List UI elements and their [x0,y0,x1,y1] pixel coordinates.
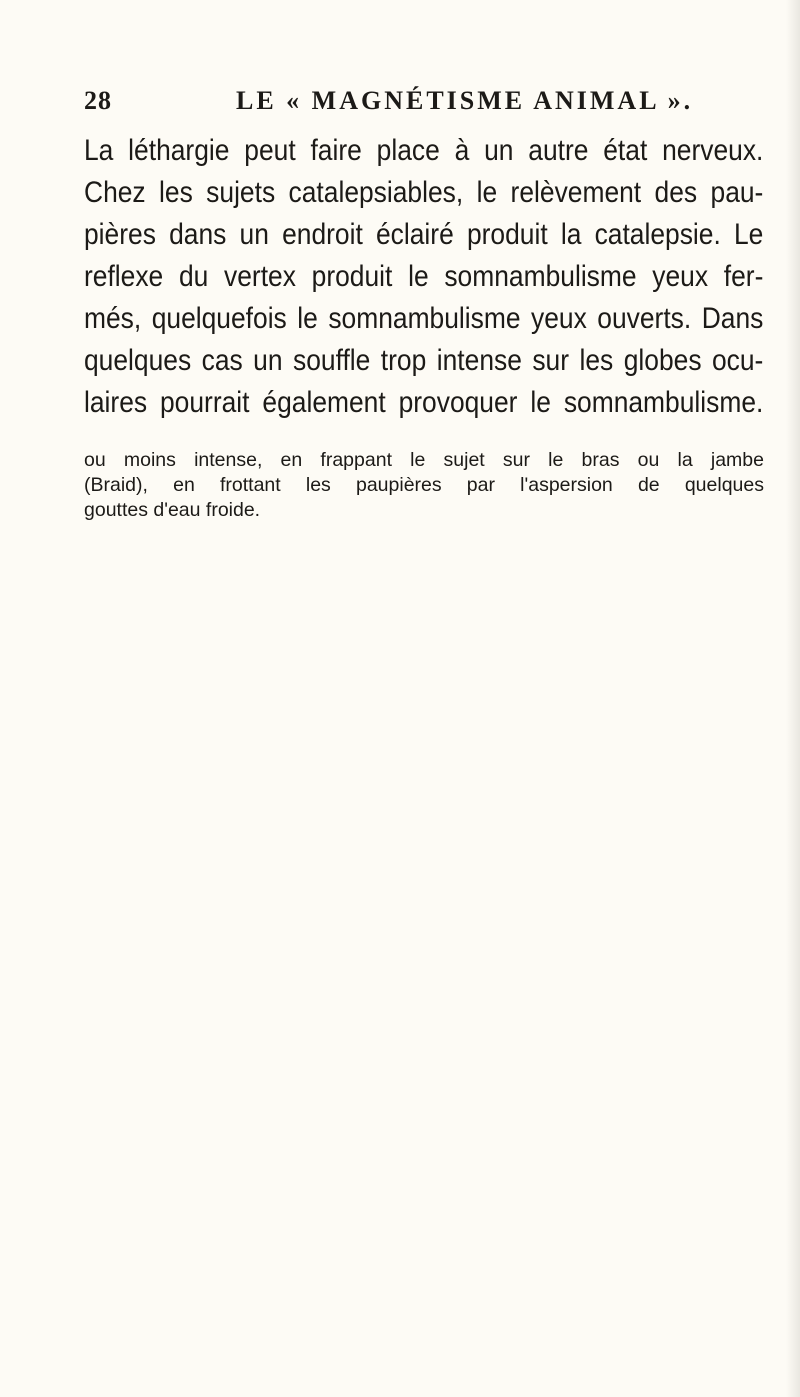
main-paragraph [84,130,764,424]
running-title: LE « MAGNÉTISME ANIMAL ». [236,86,694,115]
footnote-line: gouttes d'eau froide. [84,499,261,521]
footnote [84,448,764,523]
footnote-line: (Braid), en frottant les paupières par l'aspersion de quelques [84,474,764,496]
text-line: La léthargie peut faire place à un autre état nerveux. [84,134,764,167]
text-line: laires pourrait également provoquer le somnambulisme. [84,386,764,419]
page-number: 28 [84,86,112,115]
footnote-line: ou moins intense, en frappant le sujet sur le bras ou la jambe [84,449,764,471]
text-line: pières dans un endroit éclairé produit la catalepsie. Le [84,218,764,251]
text-line: Chez les sujets catalepsiables, le relèvement des pau- [84,176,764,209]
text-line: més, quelquefois le somnambulisme yeux ouverts. Dans [84,302,764,335]
text-line: reflexe du vertex produit le somnambulisme yeux fer- [84,260,764,293]
text-line: quelques cas un souffle trop intense sur les globes ocu- [84,344,764,377]
page-edge-shadow [786,0,800,1397]
running-head [84,86,694,120]
